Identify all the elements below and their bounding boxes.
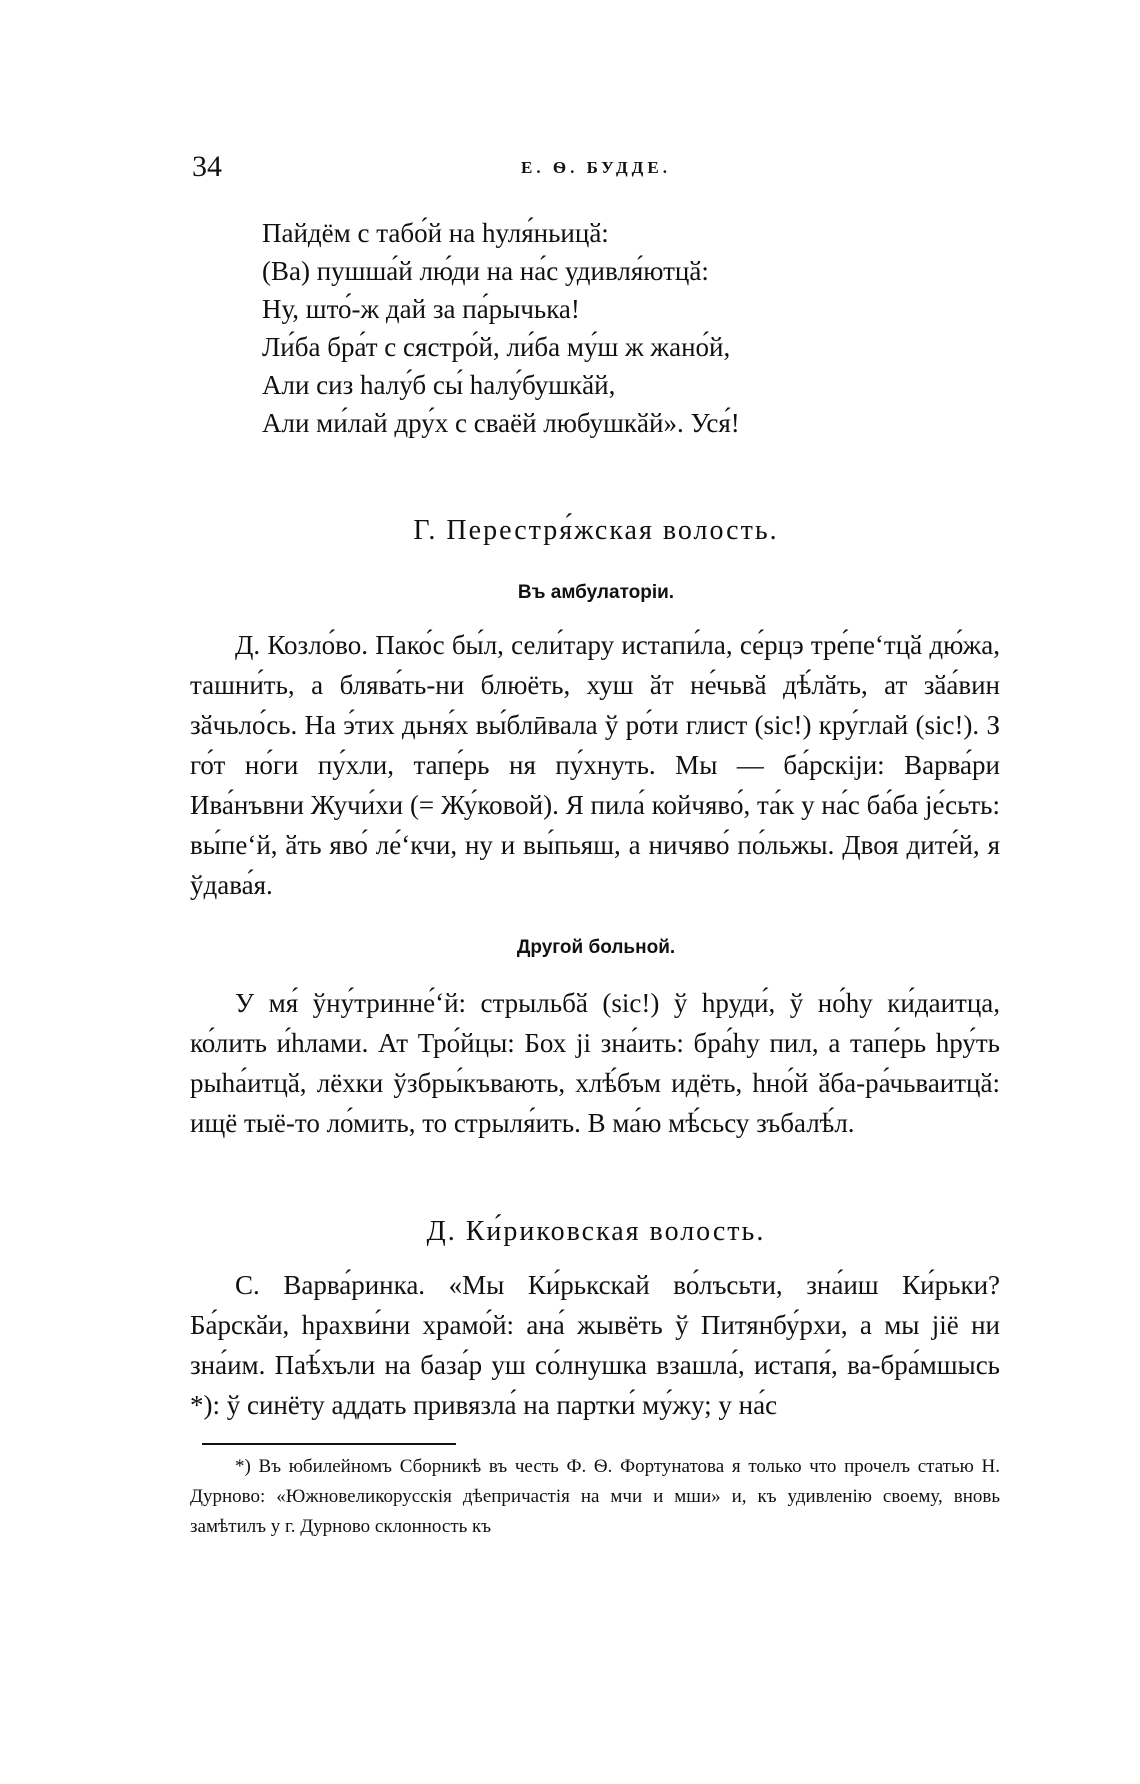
- footnote: *) Въ юбилейномъ Сборникѣ въ честь Ф. Ѳ. Фортунатова я только что прочелъ статью Н. Дурново: «Южновеликорусскія дѣепричастія на мчи и мши» и, къ удивленію своему, вновь замѣтилъ у г. Дурново склонность къ: [190, 1456, 1000, 1537]
- verse-line: Ну, што́-ж дай за па́рычька!: [262, 294, 580, 324]
- footnote-rule: [202, 1443, 456, 1445]
- verse-line: Али ми́лай дру́х с сваёй любушкӑй». Уся́!: [262, 408, 740, 438]
- page-number: 34: [192, 150, 222, 183]
- verse-line: Пайдём с табо́й на һуля́ньицӑ:: [262, 218, 609, 248]
- verse-line: (Ва) пушша́й лю́ди на на́с удивля́ютцӑ:: [262, 256, 709, 286]
- section-heading-g: Г. Перестря́жская волость.: [413, 515, 779, 546]
- verse-line: Ли́ба бра́т с сястро́й, ли́ба му́ш ж жано́й,: [262, 332, 731, 362]
- subheading-another-patient: Другой больной.: [516, 937, 676, 958]
- subheading-ambulatory: Въ амбулаторіи.: [517, 582, 675, 603]
- paragraph-another-patient: У мя́ ўну́тринне́ʻй: стрыльбӑ (sic!) ў һруди́, ў но́һу ки́даитца, ко́лить и́һлами. Ат Тро́йцы: Бох јі зна́ить: бра́һу пил, а тапе́рь һру́ть рыһа́итцӑ, лёхки ўзбры́къвають, хлѣ́бъм идёть, һно́й ӑба-ра́чьваитцӑ: ищё тыё-то ло́мить, то стрыля́ить. В ма́ю мѣ́сьсу зъбалѣ́л.: [190, 988, 1000, 1138]
- verse-line: Али сиз һалу́б сы́ һалу́бушкӑй,: [262, 370, 616, 400]
- section-heading-d: Д. Ки́риковская волость.: [426, 1216, 766, 1247]
- paragraph-varvarinka: С. Варва́ринка. «Мы Ки́рькскай во́лъсьти, зна́иш Ки́рьки? Ба́рскӑи, һрахви́ни храмо́й: ана́ жывёть ў Питянбу́рхи, а мы јіё ни зна́им. Паѣ́хъли на база́р уш со́лнушка взашла́, истапя́, ва-бра́мшысь *): ў синёту аддать привязла́ на партки́ му́жу; у на́с: [190, 1270, 1000, 1420]
- verse-block: [262, 214, 962, 442]
- paragraph-kozlovo: Д. Козло́во. Пако́с бы́л, сели́тару истапи́ла, се́рцэ тре́пеʻтцӑ дю́жа, ташни́ть, а блява́ть-ни блюёть, хуш ӑт не́чьвӑ дѣ́лӑть, ат зӑа́вин зӑчьло́сь. На э́тих дьня́х вы́блӣвала ў ро́ти глист (sic!) кру́глай (sic!). З го́т но́ги пу́хли, тапе́рь ня пу́хнуть. Мы — ба́рскіји: Варва́ри Ива́нъвни Жучи́хи (= Жу́ковой). Я пила́ койчяво́, та́к у на́с ба́ба је́сьть: вы́пеʻй, ӑть яво́ ле́ʻкчи, ну и вы́пьяш, а ничяво́ по́льжы. Двоя дите́й, я ўдава́я.: [190, 630, 1000, 900]
- page-header: [192, 150, 1000, 190]
- running-head: Е. Ѳ. БУДДЕ.: [521, 158, 671, 177]
